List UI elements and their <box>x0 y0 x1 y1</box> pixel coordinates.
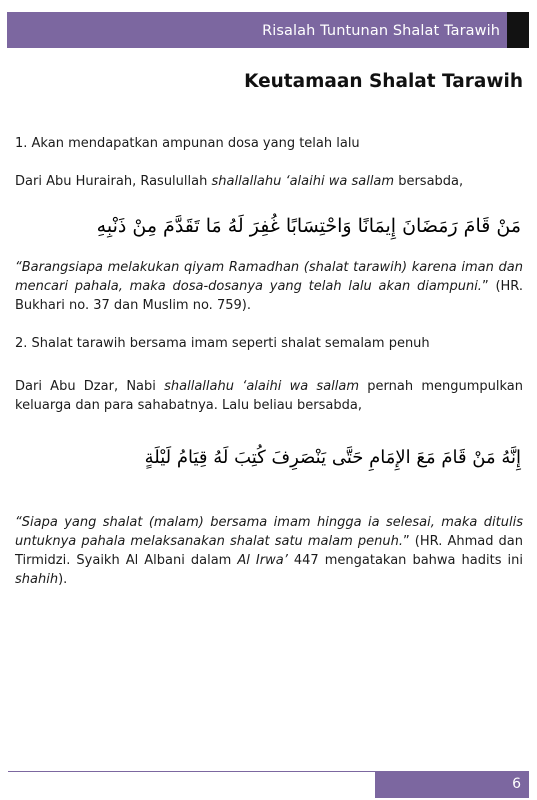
intro-text: Dari Abu Hurairah, Rasulullah <box>15 174 212 189</box>
grade-italic: shahih <box>15 572 59 587</box>
translation-source-end: ). <box>58 572 68 587</box>
translation-source-mid: 447 mengatakan bahwa hadits ini <box>287 553 523 568</box>
book-title-italic: Al Irwa’ <box>237 553 288 568</box>
hadith-2-translation <box>15 513 523 589</box>
point-1-heading: 1. Akan mendapatkan ampunan dosa yang telah lalu <box>15 136 360 151</box>
hadith-1-arabic: مَنْ قَامَ رَمَضَانَ إِيمَانًا وَاحْتِسَابًا غُفِرَ لَهُ مَا تَقَدَّمَ مِنْ ذَنْبِهِ <box>96 215 521 237</box>
footer-line <box>8 771 378 772</box>
hadith-1-translation <box>15 258 523 315</box>
footer-band <box>375 771 529 798</box>
translation-source: ” (HR. Bukhari no. 37 dan Muslim no. 759). <box>15 279 523 313</box>
translation-source: ” (HR. Ahmad dan Tirmidzi. Syaikh Al Albani dalam <box>15 534 524 568</box>
page-number: 6 <box>512 776 521 792</box>
intro-text-end: bersabda, <box>394 174 464 189</box>
intro-italic: shallallahu ‘alaihi wa sallam <box>164 379 360 394</box>
header-end-block <box>507 12 529 48</box>
header-title: Risalah Tuntunan Shalat Tarawih <box>262 23 500 39</box>
page-title: Keutamaan Shalat Tarawih <box>244 71 523 92</box>
point-2-heading: 2. Shalat tarawih bersama imam seperti shalat semalam penuh <box>15 336 430 351</box>
point-2-intro <box>15 377 523 415</box>
translation-italic: “Siapa yang shalat (malam) bersama imam hingga ia selesai, maka ditulis untuknya pahala melaksanakan shalat satu malam penuh. <box>15 515 523 549</box>
intro-text: Dari Abu Dzar, Nabi <box>15 379 165 394</box>
translation-italic: “Barangsiapa melakukan qiyam Ramadhan (shalat tarawih) karena iman dan mencari pahala, maka dosa-dosanya yang telah lalu akan diampuni. <box>15 260 523 294</box>
intro-text-end: pernah mengumpulkan keluarga dan para sahabatnya. Lalu beliau bersabda, <box>15 379 523 413</box>
point-1-intro <box>15 172 523 191</box>
hadith-2-arabic: إِنَّهُ مَنْ قَامَ مَعَ الإِمَامِ حَتَّى يَنْصَرِفَ كُتِبَ لَهُ قِيَامُ لَيْلَةٍ <box>144 447 521 468</box>
intro-italic: shallallahu ‘alaihi wa sallam <box>211 174 395 189</box>
